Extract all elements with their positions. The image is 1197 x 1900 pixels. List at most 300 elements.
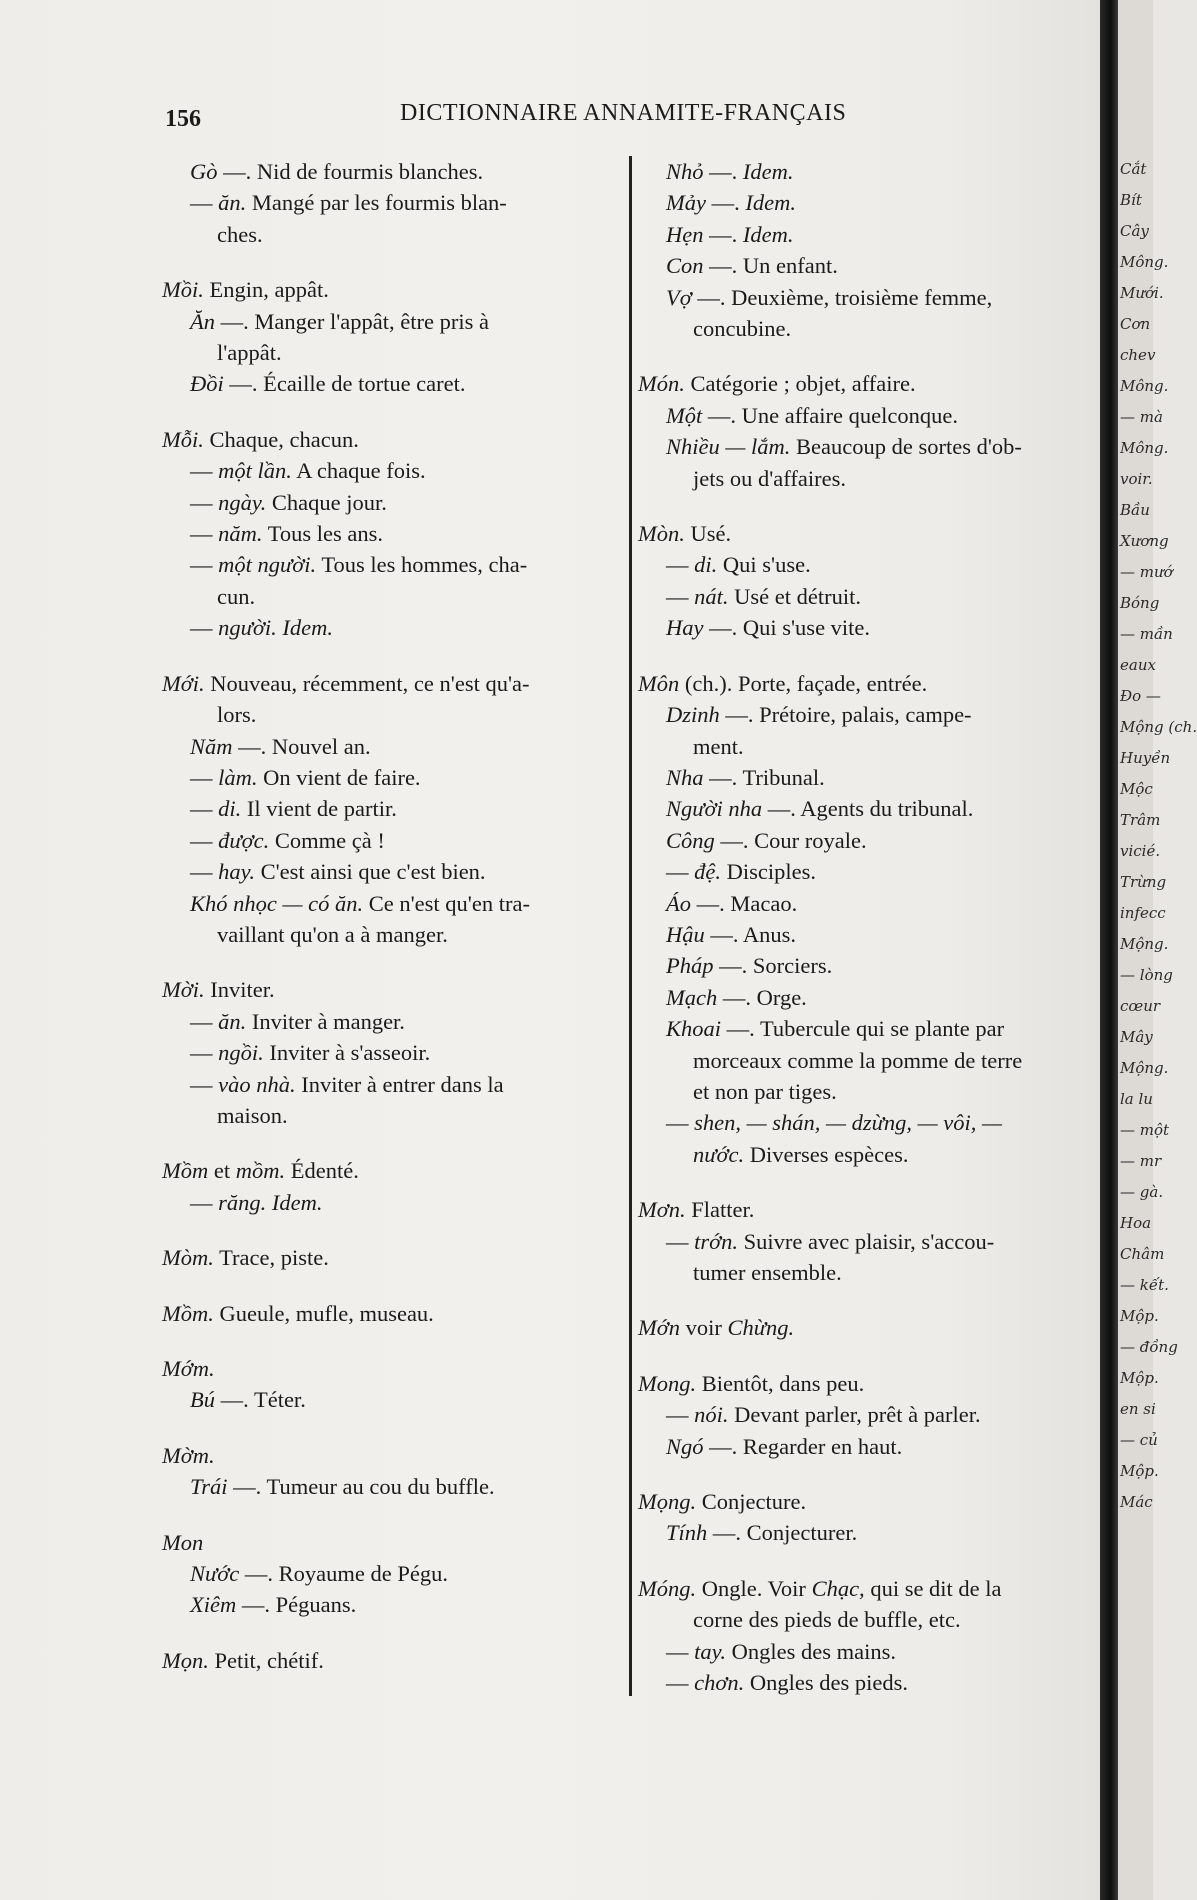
headword: Mới. [162, 670, 205, 696]
vietnamese-term: Công [666, 827, 715, 853]
vietnamese-term: người. Idem. [218, 615, 334, 641]
definition-text: —. [703, 221, 743, 247]
definition-text: —. Tubercule qui se plante par [721, 1016, 1005, 1042]
entry-continuation-line [162, 919, 617, 950]
vietnamese-term: Vợ [666, 284, 692, 310]
entry-subentry-line [162, 1558, 617, 1589]
vietnamese-term: vào nhà. [218, 1071, 296, 1097]
headword: Mớm. [162, 1356, 215, 1381]
entry-headword-line [638, 1312, 1093, 1343]
entry-subentry-line [638, 1226, 1093, 1257]
headword: Món. [638, 371, 685, 397]
facing-page-fragment: — mần [1120, 625, 1173, 643]
dash-lead: — [190, 190, 219, 216]
facing-page-fragment: — gà. [1120, 1183, 1164, 1201]
dash-lead: — [190, 1189, 219, 1215]
entry-continuation-line [162, 699, 617, 730]
definition-text: Flatter. [685, 1197, 755, 1223]
entry-continuation-line [638, 463, 1093, 494]
definition-text: —. Nid de fourmis blanches. [217, 159, 484, 184]
definition-text: Diverses espèces. [744, 1141, 909, 1167]
headword: Mồi. [162, 277, 204, 303]
dash-lead: — [190, 552, 219, 578]
dictionary-entry [162, 1645, 617, 1676]
definition-text: —. Téter. [215, 1387, 306, 1413]
entry-subentry-line [638, 1667, 1093, 1698]
vietnamese-term: Một [666, 402, 703, 428]
vietnamese-term: Idem. [745, 190, 796, 216]
definition-text: Engin, appât. [203, 277, 329, 303]
headword: Mọn. [162, 1647, 209, 1673]
entry-subentry-line [162, 612, 617, 643]
definition-text: A chaque fois. [291, 458, 426, 484]
entry-subentry-line [162, 888, 617, 919]
facing-page-fragment: Mông. [1120, 253, 1169, 271]
vietnamese-term: Bú [190, 1387, 215, 1413]
headword: Mớn [638, 1315, 681, 1341]
entry-subentry-line [162, 1384, 617, 1415]
definition-text: Inviter à manger. [246, 1008, 405, 1034]
facing-page-fragment: Cơn [1120, 315, 1151, 333]
dash-lead: — [190, 489, 219, 515]
definition-text: —. Qui s'use vite. [703, 615, 871, 641]
entry-continuation-line [162, 581, 617, 612]
vietnamese-term: một lần. [218, 458, 292, 484]
facing-page-fragment: Trừng [1120, 873, 1167, 891]
definition-text: —. Tumeur au cou du buffle. [227, 1474, 495, 1500]
definition-text: C'est ainsi que c'est bien. [255, 859, 486, 885]
definition-text: —. Cour royale. [714, 827, 867, 853]
vietnamese-term: Hậu [666, 921, 705, 947]
vietnamese-term: Năm [190, 733, 233, 759]
dictionary-entry [162, 1298, 617, 1329]
entry-headword-line [162, 1527, 617, 1558]
entry-subentry-line [638, 1013, 1093, 1044]
entry-continuation-line [638, 1076, 1093, 1107]
vietnamese-term: Mạch [666, 984, 718, 1010]
facing-page-fragment: voir. [1120, 470, 1153, 488]
definition-text: Nouveau, récemment, ce n'est qu'a- [204, 670, 530, 696]
headword: Móng. [638, 1575, 697, 1601]
facing-page-fragment: Mộc [1120, 780, 1153, 798]
definition-text: cun. [217, 583, 256, 609]
entry-headword-line [162, 274, 617, 305]
definition-text: l'appât. [217, 340, 282, 366]
facing-page-fragment: Đo — [1120, 687, 1161, 705]
entry-headword-line [162, 1645, 617, 1676]
headword: Mơn. [638, 1197, 686, 1223]
column-divider [629, 156, 632, 1696]
dash-lead: — [190, 827, 219, 853]
entry-subentry-line [638, 549, 1093, 580]
entry-subentry-line [162, 549, 617, 580]
vietnamese-term: đệ. [694, 859, 721, 885]
vietnamese-term: ngày. [218, 489, 267, 515]
entry-subentry-line [638, 762, 1093, 793]
dash-lead: — [666, 1228, 695, 1254]
facing-page-fragment: chev [1120, 346, 1156, 364]
entry-headword-line [638, 1194, 1093, 1225]
entry-subentry-line [638, 612, 1093, 643]
running-title: DICTIONNAIRE ANNAMITE-FRANÇAIS [400, 100, 847, 126]
vietnamese-term: tay. [694, 1638, 726, 1664]
facing-page-fragment: — đồng [1120, 1338, 1178, 1356]
vietnamese-term: Chừng. [727, 1315, 795, 1341]
entry-subentry-line [162, 1037, 617, 1068]
facing-page-fragment: — củ [1120, 1431, 1158, 1449]
facing-page-fragment: infecc [1120, 904, 1166, 922]
entry-headword-line [638, 1573, 1093, 1604]
facing-page-fragment: — mr [1120, 1152, 1162, 1170]
entry-headword-line [162, 424, 617, 455]
definition-text: Conjecture. [696, 1489, 807, 1515]
vietnamese-term: Idem. [742, 221, 794, 247]
entry-headword-line [162, 668, 617, 699]
vietnamese-term: Pháp [666, 953, 714, 979]
dictionary-entry [638, 518, 1093, 644]
entry-subentry-line [638, 187, 1093, 218]
entry-subentry-line [162, 306, 617, 337]
entry-continuation-line [638, 1604, 1093, 1635]
dictionary-entry [638, 1312, 1093, 1343]
facing-page-fragment: — kết. [1120, 1276, 1169, 1294]
vietnamese-term: Khó nhọc — có ăn. [190, 890, 364, 916]
vietnamese-term: trớn. [694, 1228, 739, 1254]
definition-text: voir [680, 1315, 728, 1341]
dash-lead: — [190, 1040, 219, 1066]
definition-text: On vient de faire. [257, 764, 421, 790]
definition-text: Devant parler, prêt à parler. [728, 1402, 981, 1428]
definition-text: Bientôt, dans peu. [696, 1370, 865, 1396]
facing-page-fragment: — một [1120, 1121, 1170, 1139]
facing-page-fragment: Xương [1120, 532, 1169, 550]
facing-page-fragment: Cắt [1120, 160, 1147, 178]
definition-text: Gueule, mufle, museau. [213, 1300, 434, 1326]
dash-lead: — [666, 1638, 695, 1664]
vietnamese-term: Ngó [666, 1433, 704, 1459]
definition-text: Édenté. [285, 1158, 359, 1184]
entry-subentry-line [638, 1636, 1093, 1667]
definition-text: jets ou d'affaires. [693, 465, 846, 491]
vietnamese-term: Nha [666, 764, 704, 790]
dictionary-entry [162, 1440, 617, 1503]
definition-text: Inviter. [204, 977, 275, 1003]
definition-text: corne des pieds de buffle, etc. [693, 1607, 961, 1633]
right-column [638, 156, 1093, 1722]
definition-text: Comme çà ! [269, 827, 385, 853]
definition-text: —. Tribunal. [703, 764, 825, 790]
entry-subentry-line [162, 731, 617, 762]
vietnamese-term: Hẹn [666, 221, 704, 247]
facing-page-fragment: Cây [1120, 222, 1149, 240]
vietnamese-term: Idem. [742, 159, 794, 184]
entry-headword-line [638, 1368, 1093, 1399]
headword: Mong. [638, 1370, 697, 1396]
dash-lead: — [666, 859, 695, 885]
dictionary-entry [638, 368, 1093, 494]
definition-text: —. Macao. [691, 890, 798, 916]
dash-lead: — [666, 583, 695, 609]
facing-page-fragment: Mông. [1120, 439, 1169, 457]
facing-page-fragment: eaux [1120, 656, 1156, 674]
definition-text: Ce n'est qu'en tra- [363, 890, 530, 916]
entry-subentry-line [162, 455, 617, 486]
dictionary-entry [162, 1527, 617, 1621]
facing-page-fragment: Bầu [1120, 501, 1150, 519]
dictionary-entry [162, 1242, 617, 1273]
vietnamese-term: Trái [190, 1474, 228, 1500]
definition-text: Inviter à entrer dans la [295, 1071, 504, 1097]
definition-text: qui se dit de la [864, 1575, 1002, 1601]
definition-text: Qui s'use. [717, 552, 811, 578]
facing-page-fragment: Mộp. [1120, 1369, 1159, 1387]
entry-subentry-line [638, 982, 1093, 1013]
headword: Môn [638, 670, 680, 696]
definition-text: —. Conjecturer. [707, 1520, 858, 1546]
vietnamese-term: Ăn [190, 308, 215, 334]
dash-lead: — [190, 458, 219, 484]
definition-text: Chaque jour. [266, 489, 387, 515]
dictionary-entry [162, 1353, 617, 1416]
definition-text: Disciples. [721, 859, 816, 885]
entry-continuation-line [162, 219, 617, 250]
entry-subentry-line [162, 1006, 617, 1037]
entry-subentry-line [638, 950, 1093, 981]
headword: Mọng. [638, 1489, 697, 1515]
vietnamese-term: chơn. [694, 1670, 745, 1696]
headword: Mồm. [162, 1300, 214, 1326]
definition-text: Tous les hommes, cha- [316, 552, 528, 578]
facing-page-fragment: Mác [1120, 1493, 1153, 1511]
entry-subentry-line [638, 919, 1093, 950]
vietnamese-term: Mảy [666, 190, 706, 216]
definition-text: —. Regarder en haut. [703, 1433, 903, 1459]
definition-text: Mangé par les fourmis blan- [246, 190, 507, 216]
dictionary-entry [162, 668, 617, 951]
entry-subentry-line [162, 856, 617, 887]
headword: Mỗi. [162, 426, 204, 452]
definition-text: et non par tiges. [693, 1078, 837, 1104]
dictionary-entry [162, 424, 617, 644]
entry-subentry-line [162, 368, 617, 399]
entry-subentry-line [162, 762, 617, 793]
definition-text: —. Une affaire quelconque. [702, 402, 958, 428]
entry-continuation-line [162, 337, 617, 368]
entry-headword-line [162, 1353, 617, 1384]
definition-text: et [208, 1158, 236, 1184]
vietnamese-term: được. [218, 827, 270, 853]
dictionary-entry [162, 274, 617, 400]
dictionary-entry [162, 974, 617, 1131]
vietnamese-term: ăn. [218, 1008, 247, 1034]
definition-text: (ch.). Porte, façade, entrée. [679, 670, 928, 696]
definition-text: Trace, piste. [213, 1245, 329, 1271]
entry-subentry-line [638, 1517, 1093, 1548]
vietnamese-term: Tính [666, 1520, 708, 1546]
facing-page-fragment: cœur [1120, 997, 1161, 1015]
dictionary-entry [638, 1573, 1093, 1699]
definition-text: maison. [217, 1102, 288, 1128]
definition-text: Tous les ans. [262, 521, 384, 547]
facing-page-fragment: Châm [1120, 1245, 1165, 1263]
entry-headword-line [162, 974, 617, 1005]
entry-continuation-line [638, 731, 1093, 762]
entry-subentry-line [638, 699, 1093, 730]
entry-subentry-line [162, 518, 617, 549]
definition-text: —. Orge. [717, 984, 807, 1010]
vietnamese-term: nói. [694, 1402, 729, 1428]
vietnamese-term: Nhỏ [666, 159, 704, 184]
dictionary-entry [638, 1368, 1093, 1462]
definition-text: —. Prétoire, palais, campe- [719, 702, 972, 728]
vietnamese-term: Đồi [190, 371, 224, 397]
facing-page-fragment: Mông. [1120, 377, 1169, 395]
facing-page-fragment: vicié. [1120, 842, 1161, 860]
vietnamese-term: nát. [694, 583, 729, 609]
vietnamese-term: răng. Idem. [218, 1189, 323, 1215]
vietnamese-term: Nước [190, 1561, 240, 1587]
facing-page-fragment: — mà [1120, 408, 1163, 426]
entry-subentry-line [638, 250, 1093, 281]
headword: Mòm. [162, 1245, 214, 1271]
entry-continuation-line [638, 1139, 1093, 1170]
entry-continuation-line [638, 1257, 1093, 1288]
dash-lead: — [190, 859, 219, 885]
facing-page-fragment: — mướ [1120, 563, 1173, 581]
entry-subentry-line [638, 1399, 1093, 1430]
dictionary-entry [162, 1155, 617, 1218]
dash-lead: — [666, 1110, 695, 1136]
definition-text: ment. [693, 733, 744, 759]
definition-text: —. Deuxième, troisième femme, [691, 284, 993, 310]
definition-text: Ongles des pieds. [744, 1670, 908, 1696]
facing-page-fragment: Huyền [1120, 749, 1171, 767]
facing-page-fragment: Bóng [1120, 594, 1160, 612]
entry-subentry-line [638, 282, 1093, 313]
definition-text: —. Nouvel an. [232, 733, 371, 759]
entry-subentry-line [162, 187, 617, 218]
headword: Mòn. [638, 521, 685, 547]
vietnamese-term: Chạc, [811, 1575, 865, 1601]
vietnamese-term: Gò [190, 159, 218, 184]
definition-text: —. Manger l'appât, être pris à [215, 308, 489, 334]
dictionary-entry [638, 1194, 1093, 1288]
dash-lead: — [666, 1402, 695, 1428]
definition-text: tumer ensemble. [693, 1260, 842, 1285]
vietnamese-term: Nhiều — lắm. [666, 434, 791, 460]
entry-subentry-line [638, 581, 1093, 612]
dash-lead: — [666, 552, 695, 578]
headword: Mon [162, 1529, 204, 1555]
definition-text: —. Anus. [704, 921, 797, 947]
entry-continuation-line [638, 313, 1093, 344]
entry-subentry-line [638, 431, 1093, 462]
vietnamese-term: Dzinh [666, 702, 720, 728]
entry-subentry-line [638, 856, 1093, 887]
definition-text: —. Écaille de tortue caret. [223, 371, 466, 397]
facing-page-fragment: Mộng (ch. [1120, 718, 1197, 736]
facing-page-fragment: Bít [1120, 191, 1142, 209]
headword: Mời. [162, 977, 205, 1003]
facing-page-fragment: Mộp. [1120, 1307, 1159, 1325]
left-column [162, 156, 617, 1700]
entry-subentry-line [638, 1107, 1093, 1138]
definition-text: Ongle. Voir [696, 1575, 812, 1601]
dictionary-entry [638, 156, 1093, 344]
facing-page-edge [1118, 0, 1197, 1900]
definition-text: Inviter à s'asseoir. [263, 1040, 431, 1066]
page-number: 156 [165, 106, 201, 132]
page-header [0, 100, 1100, 140]
definition-text: —. Un enfant. [703, 253, 838, 279]
facing-page-fragment: en si [1120, 1400, 1156, 1418]
dash-lead: — [190, 521, 219, 547]
facing-page-fragment: la lu [1120, 1090, 1153, 1108]
vietnamese-term: năm. [218, 521, 263, 547]
entry-subentry-line [162, 825, 617, 856]
entry-headword-line [162, 1440, 617, 1471]
facing-page-fragment: Mưới. [1120, 284, 1164, 302]
vietnamese-term: làm. [218, 764, 258, 790]
definition-text: Catégorie ; objet, affaire. [684, 371, 916, 397]
definition-text: —. Royaume de Pégu. [239, 1561, 448, 1587]
dash-lead: — [666, 1670, 695, 1696]
entry-subentry-line [638, 219, 1093, 250]
headword: Mờm. [162, 1442, 215, 1468]
entry-subentry-line [638, 156, 1093, 187]
vietnamese-term: di. [694, 552, 718, 578]
definition-text: ches. [217, 221, 263, 247]
facing-page-fragment: Trâm [1120, 811, 1161, 829]
vietnamese-term: Hay [666, 615, 704, 641]
dash-lead: — [190, 615, 219, 641]
vietnamese-term: Xiêm [190, 1592, 237, 1618]
entry-subentry-line [638, 1431, 1093, 1462]
facing-page-fragment: Mộng. [1120, 935, 1169, 953]
vietnamese-term: Người nha [666, 796, 763, 822]
entry-continuation-line [162, 1100, 617, 1131]
vietnamese-term: Con [666, 253, 704, 279]
vietnamese-term: mồm. [235, 1158, 286, 1184]
definition-text: Ongles des mains. [726, 1638, 896, 1664]
definition-text: —. Sorciers. [713, 953, 833, 979]
entry-headword-line [638, 668, 1093, 699]
vietnamese-term: hay. [218, 859, 255, 885]
entry-subentry-line [638, 400, 1093, 431]
definition-text: —. Péguans. [236, 1592, 357, 1618]
entry-subentry-line [162, 487, 617, 518]
entry-headword-line [162, 1242, 617, 1273]
dash-lead: — [190, 796, 219, 822]
definition-text: —. [705, 190, 746, 216]
entry-subentry-line [162, 1589, 617, 1620]
definition-text: —. [703, 159, 743, 184]
vietnamese-term: nước. [693, 1141, 745, 1167]
dash-lead: — [190, 764, 219, 790]
entry-subentry-line [638, 888, 1093, 919]
entry-headword-line [638, 368, 1093, 399]
definition-text: Usé. [684, 521, 732, 547]
entry-subentry-line [162, 1471, 617, 1502]
definition-text: Petit, chétif. [208, 1647, 324, 1673]
entry-subentry-line [162, 793, 617, 824]
definition-text: Suivre avec plaisir, s'accou- [738, 1228, 995, 1254]
dash-lead: — [190, 1071, 219, 1097]
definition-text: lors. [217, 702, 257, 728]
definition-text: Chaque, chacun. [203, 426, 359, 452]
entry-subentry-line [162, 1069, 617, 1100]
entry-subentry-line [638, 825, 1093, 856]
